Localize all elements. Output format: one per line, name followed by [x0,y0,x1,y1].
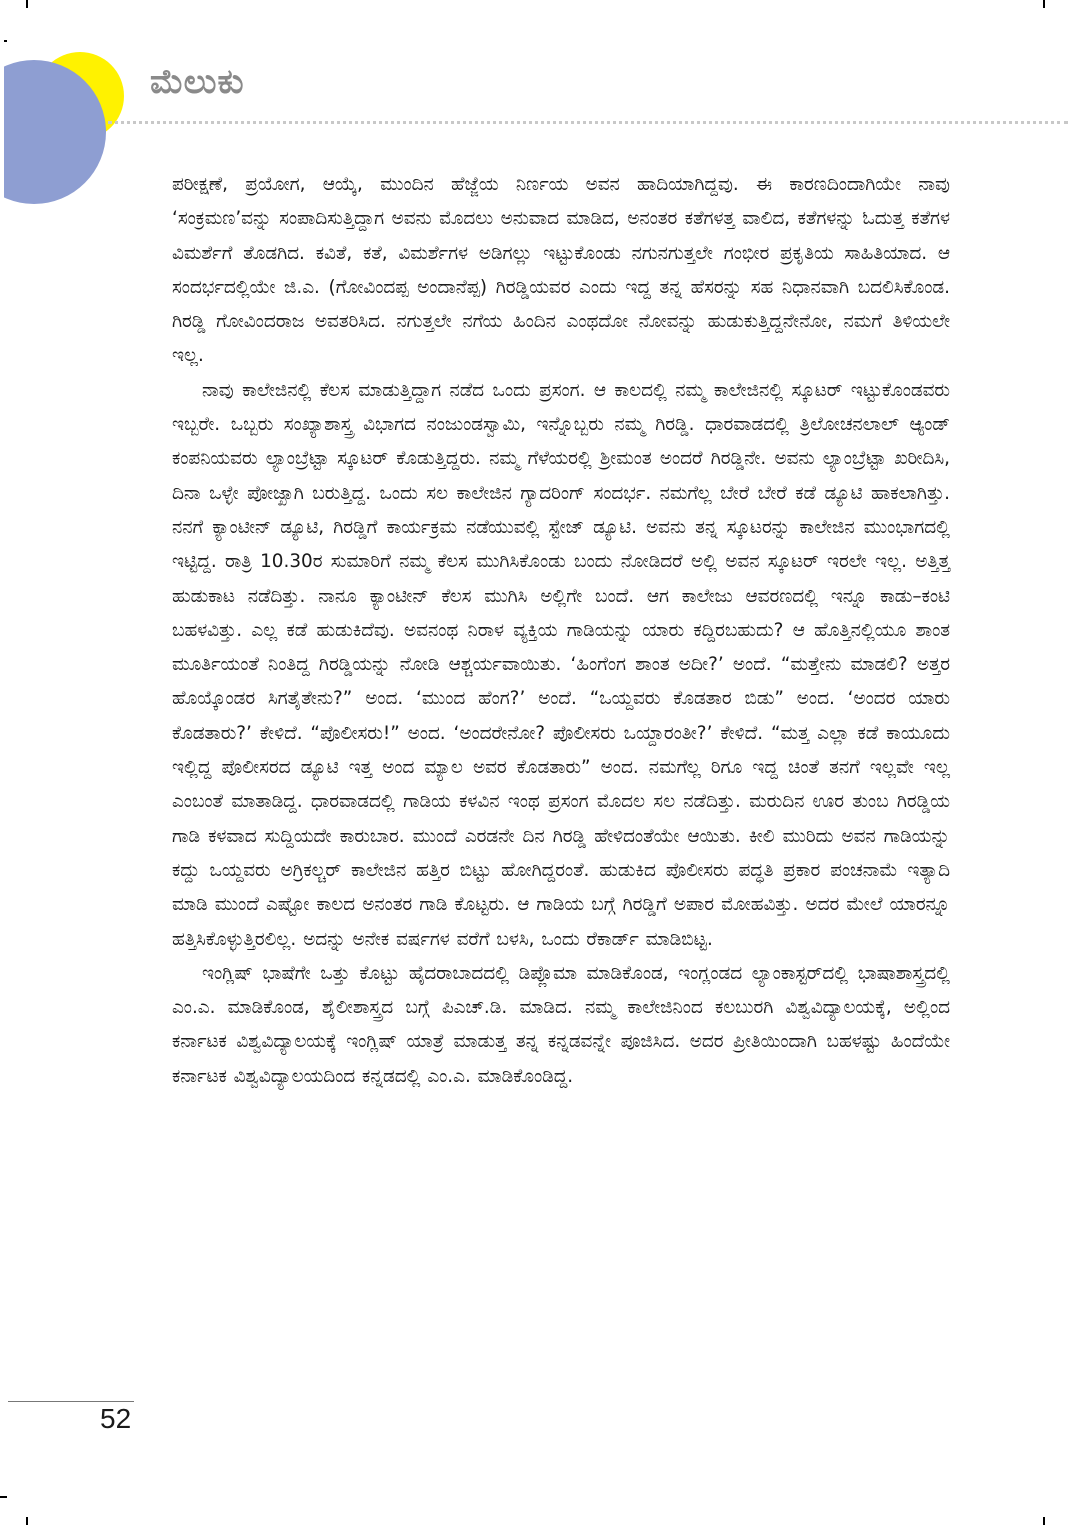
page-number: 52 [100,1403,132,1434]
crop-mark-top-left [26,0,28,8]
crop-mark-bottom-right [1043,1517,1045,1525]
body-text [172,168,950,1094]
paragraph: ಪರೀಕ್ಷಣೆ, ಪ್ರಯೋಗ, ಆಯ್ಕೆ, ಮುಂದಿನ ಹೆಜ್ಜೆಯ ನಿರ್ಣಯ ಅವನ ಹಾದಿಯಾಗಿದ್ದವು. ಈ ಕಾರಣದಿಂದಾಗಿಯೇ ನಾವು ‘ಸಂಕ್ರಮಣ’ವನ್ನು ಸಂಪಾದಿಸುತ್ತಿದ್ದಾಗ ಅವನು ಮೊದಲು ಅನುವಾದ ಮಾಡಿದ, ಅನಂತರ ಕತೆಗಳತ್ತ ವಾಲಿದ, ಕತೆಗಳನ್ನು ಓದುತ್ತ ಕತೆಗಳ ವಿಮರ್ಶೆಗೆ ತೊಡಗಿದ. ಕವಿತೆ, ಕತೆ, ವಿಮರ್ಶೆಗಳ ಅಡಿಗಲ್ಲು ಇಟ್ಟುಕೊಂಡು ನಗುನಗುತ್ತಲೇ ಗಂಭೀರ ಪ್ರಕೃತಿಯ ಸಾಹಿತಿಯಾದ. ಆ ಸಂದರ್ಭದಲ್ಲಿಯೇ ಜಿ.ಎ. (ಗೋವಿಂದಪ್ಪ ಅಂದಾನೆಪ್ಪ) ಗಿರಡ್ಡಿಯವರ ಎಂದು ಇದ್ದ ತನ್ನ ಹೆಸರನ್ನು ಸಹ ನಿಧಾನವಾಗಿ ಬದಲಿಸಿಕೊಂಡ. ಗಿರಡ್ಡಿ ಗೋವಿಂದರಾಜ ಅವತರಿಸಿದ. ನಗುತ್ತಲೇ ನಗೆಯ ಹಿಂದಿನ ಎಂಥದೋ ನೋವನ್ನು ಹುಡುಕುತ್ತಿದ್ದನೇನೋ, ನಮಗೆ ತಿಳಿಯಲೇ ಇಲ್ಲ. [172,174,950,367]
paragraph: ನಾವು ಕಾಲೇಜಿನಲ್ಲಿ ಕೆಲಸ ಮಾಡುತ್ತಿದ್ದಾಗ ನಡೆದ ಒಂದು ಪ್ರಸಂಗ. ಆ ಕಾಲದಲ್ಲಿ ನಮ್ಮ ಕಾಲೇಜಿನಲ್ಲಿ ಸ್ಕೂಟರ್ ಇಟ್ಟುಕೊಂಡವರು ಇಬ್ಬರೇ. ಒಬ್ಬರು ಸಂಖ್ಯಾಶಾಸ್ತ್ರ ವಿಭಾಗದ ನಂಜುಂಡಸ್ವಾಮಿ, ಇನ್ನೊಬ್ಬರು ನಮ್ಮ ಗಿರಡ್ಡಿ. ಧಾರವಾಡದಲ್ಲಿ ತ್ರಿಲೋಚನಲಾಲ್ ಆ್ಯಂಡ್ ಕಂಪನಿಯವರು ಲ್ಯಾಂಬ್ರೆಟ್ಟಾ ಸ್ಕೂಟರ್ ಕೊಡುತ್ತಿದ್ದರು. ನಮ್ಮ ಗೆಳೆಯರಲ್ಲಿ ಶ್ರೀಮಂತ ಅಂದರೆ ಗಿರಡ್ಡಿನೇ. ಅವನು ಲ್ಯಾಂಬ್ರೆಟ್ಟಾ ಖರೀದಿಸಿ, ದಿನಾ ಒಳ್ಳೇ ಪೋಜ್ಖಾಗಿ ಬರುತ್ತಿದ್ದ. ಒಂದು ಸಲ ಕಾಲೇಜಿನ ಗ್ಯಾದರಿಂಗ್ ಸಂದರ್ಭ. ನಮಗೆಲ್ಲ ಬೇರೆ ಬೇರೆ ಕಡೆ ಡ್ಯೂಟಿ ಹಾಕಲಾಗಿತ್ತು. ನನಗೆ ಕ್ಯಾಂಟೀನ್ ಡ್ಯೂಟಿ, ಗಿರಡ್ಡಿಗೆ ಕಾರ್ಯಕ್ರಮ ನಡೆಯುವಲ್ಲಿ ಸ್ಟೇಜ್ ಡ್ಯೂಟಿ. ಅವನು ತನ್ನ ಸ್ಕೂಟರನ್ನು ಕಾಲೇಜಿನ ಮುಂಭಾಗದಲ್ಲಿ ಇಟ್ಟಿದ್ದ. ರಾತ್ರಿ 10.30ರ ಸುಮಾರಿಗೆ ನಮ್ಮ ಕೆಲಸ ಮುಗಿಸಿಕೊಂಡು ಬಂದು ನೋಡಿದರೆ ಅಲ್ಲಿ ಅವನ ಸ್ಕೂಟರ್ ಇರಲೇ ಇಲ್ಲ. ಅತ್ತಿತ್ತ ಹುಡುಕಾಟ ನಡೆದಿತ್ತು. ನಾನೂ ಕ್ಯಾಂಟೀನ್ ಕೆಲಸ ಮುಗಿಸಿ ಅಲ್ಲಿಗೇ ಬಂದೆ. ಆಗ ಕಾಲೇಜು ಆವರಣದಲ್ಲಿ ಇನ್ನೂ ಕಾಡು–ಕಂಟಿ ಬಹಳವಿತ್ತು. ಎಲ್ಲ ಕಡೆ ಹುಡುಕಿದೆವು. ಅವನಂಥ ನಿರಾಳ ವ್ಯಕ್ತಿಯ ಗಾಡಿಯನ್ನು ಯಾರು ಕದ್ದಿರಬಹುದು? ಆ ಹೊತ್ತಿನಲ್ಲಿಯೂ ಶಾಂತ ಮೂರ್ತಿಯಂತೆ ನಿಂತಿದ್ದ ಗಿರಡ್ಡಿಯನ್ನು ನೋಡಿ ಆಶ್ಚರ್ಯವಾಯಿತು. ‘ಹಿಂಗೆಂಗ ಶಾಂತ ಅದೀ?’ ಅಂದೆ. “ಮತ್ತೇನು ಮಾಡಲಿ? ಅತ್ತರ ಹೊಯ್ಕೊಂಡರ ಸಿಗತೈತೇನು?” ಅಂದ. ‘ಮುಂದ ಹೆಂಗ?’ ಅಂದೆ. “ಒಯ್ದವರು ಕೊಡತಾರ ಬಿಡು” ಅಂದ. ‘ಅಂದರ ಯಾರು ಕೊಡತಾರು?’ ಕೇಳಿದೆ. “ಪೊಲೀಸರು!” ಅಂದ. ‘ಅಂದರೇನೋ? ಪೊಲೀಸರು ಒಯ್ದಾರಂತೀ?’ ಕೇಳಿದೆ. “ಮತ್ತ ಎಲ್ಲಾ ಕಡೆ ಕಾಯೂದು ಇಲ್ಲಿದ್ದ ಪೊಲೀಸರದ ಡ್ಯೂಟಿ ಇತ್ತ ಅಂದ ಮ್ಯಾಲ ಅವರ ಕೊಡತಾರು” ಅಂದ. ನಮಗೆಲ್ಲ ರಿಗೂ ಇದ್ದ ಚಿಂತೆ ತನಗೆ ಇಲ್ಲವೇ ಇಲ್ಲ ಎಂಬಂತೆ ಮಾತಾಡಿದ್ದ. ಧಾರವಾಡದಲ್ಲಿ ಗಾಡಿಯ ಕಳವಿನ ಇಂಥ ಪ್ರಸಂಗ ಮೊದಲ ಸಲ ನಡೆದಿತ್ತು. ಮರುದಿನ ಊರ ತುಂಬ ಗಿರಡ್ಡಿಯ ಗಾಡಿ ಕಳವಾದ ಸುದ್ದಿಯದೇ ಕಾರುಬಾರ. ಮುಂದೆ ಎರಡನೇ ದಿನ ಗಿರಡ್ಡಿ ಹೇಳಿದಂತೆಯೇ ಆಯಿತು. ಕೀಲಿ ಮುರಿದು ಅವನ ಗಾಡಿಯನ್ನು ಕದ್ದು ಒಯ್ದವರು ಅಗ್ರಿಕಲ್ಚರ್ ಕಾಲೇಜಿನ ಹತ್ತಿರ ಬಿಟ್ಟು ಹೋಗಿದ್ದರಂತೆ. ಹುಡುಕಿದ ಪೊಲೀಸರು ಪದ್ಧತಿ ಪ್ರಕಾರ ಪಂಚನಾಮೆ ಇತ್ಯಾದಿ ಮಾಡಿ ಮುಂದೆ ಎಷ್ಟೋ ಕಾಲದ ಅನಂತರ ಗಾಡಿ ಕೊಟ್ಟರು. ಆ ಗಾಡಿಯ ಬಗ್ಗೆ ಗಿರಡ್ಡಿಗೆ ಅಪಾರ ಮೋಹವಿತ್ತು. ಅದರ ಮೇಲೆ ಯಾರನ್ನೂ ಹತ್ತಿಸಿಕೊಳ್ಳುತ್ತಿರಲಿಲ್ಲ. ಅದನ್ನು ಅನೇಕ ವರ್ಷಗಳ ವರೆಗೆ ಬಳಸಿ, ಒಂದು ರೆಕಾರ್ಡ್ ಮಾಡಿಬಿಟ್ಟ. [172,379,950,950]
page-edge-mask [0,0,4,260]
footer-rule [8,1401,134,1402]
section-title: ಮೆಲುಕು [150,62,245,102]
paragraph: ಇಂಗ್ಲಿಷ್ ಭಾಷೆಗೇ ಒತ್ತು ಕೊಟ್ಟು ಹೈದರಾಬಾದದಲ್ಲಿ ಡಿಪ್ಲೊಮಾ ಮಾಡಿಕೊಂಡ, ಇಂಗ್ಲಂಡದ ಲ್ಯಾಂಕಾಸ್ಟರ್‌ದಲ್ಲಿ ಭಾಷಾಶಾಸ್ತ್ರದಲ್ಲಿ ಎಂ.ಎ. ಮಾಡಿಕೊಂಡ, ಶೈಲೀಶಾಸ್ತ್ರದ ಬಗ್ಗೆ ಪಿಎಚ್.ಡಿ. ಮಾಡಿದ. ನಮ್ಮ ಕಾಲೇಜಿನಿಂದ ಕಲಬುರಗಿ ವಿಶ್ವವಿದ್ಯಾಲಯಕ್ಕೆ, ಅಲ್ಲಿಂದ ಕರ್ನಾಟಕ ವಿಶ್ವವಿದ್ಯಾಲಯಕ್ಕೆ ಇಂಗ್ಲಿಷ್ ಯಾತ್ರೆ ಮಾಡುತ್ತ ತನ್ನ ಕನ್ನಡವನ್ನೇ ಪೂಜಿಸಿದ. ಅದರ ಪ್ರೀತಿಯಿಂದಾಗಿ ಬಹಳಷ್ಟು ಹಿಂದೆಯೇ ಕರ್ನಾಟಕ ವಿಶ್ವವಿದ್ಯಾಲಯದಿಂದ ಕನ್ನಡದಲ್ಲಿ ಎಂ.ಎ. ಮಾಡಿಕೊಂಡಿದ್ದ. [172,962,950,1087]
header-dotted-rule [108,121,1068,124]
crop-mark-top-right [1043,0,1045,8]
crop-mark-bottom-left [26,1517,28,1525]
crop-mark-left-bottom [0,1496,7,1498]
